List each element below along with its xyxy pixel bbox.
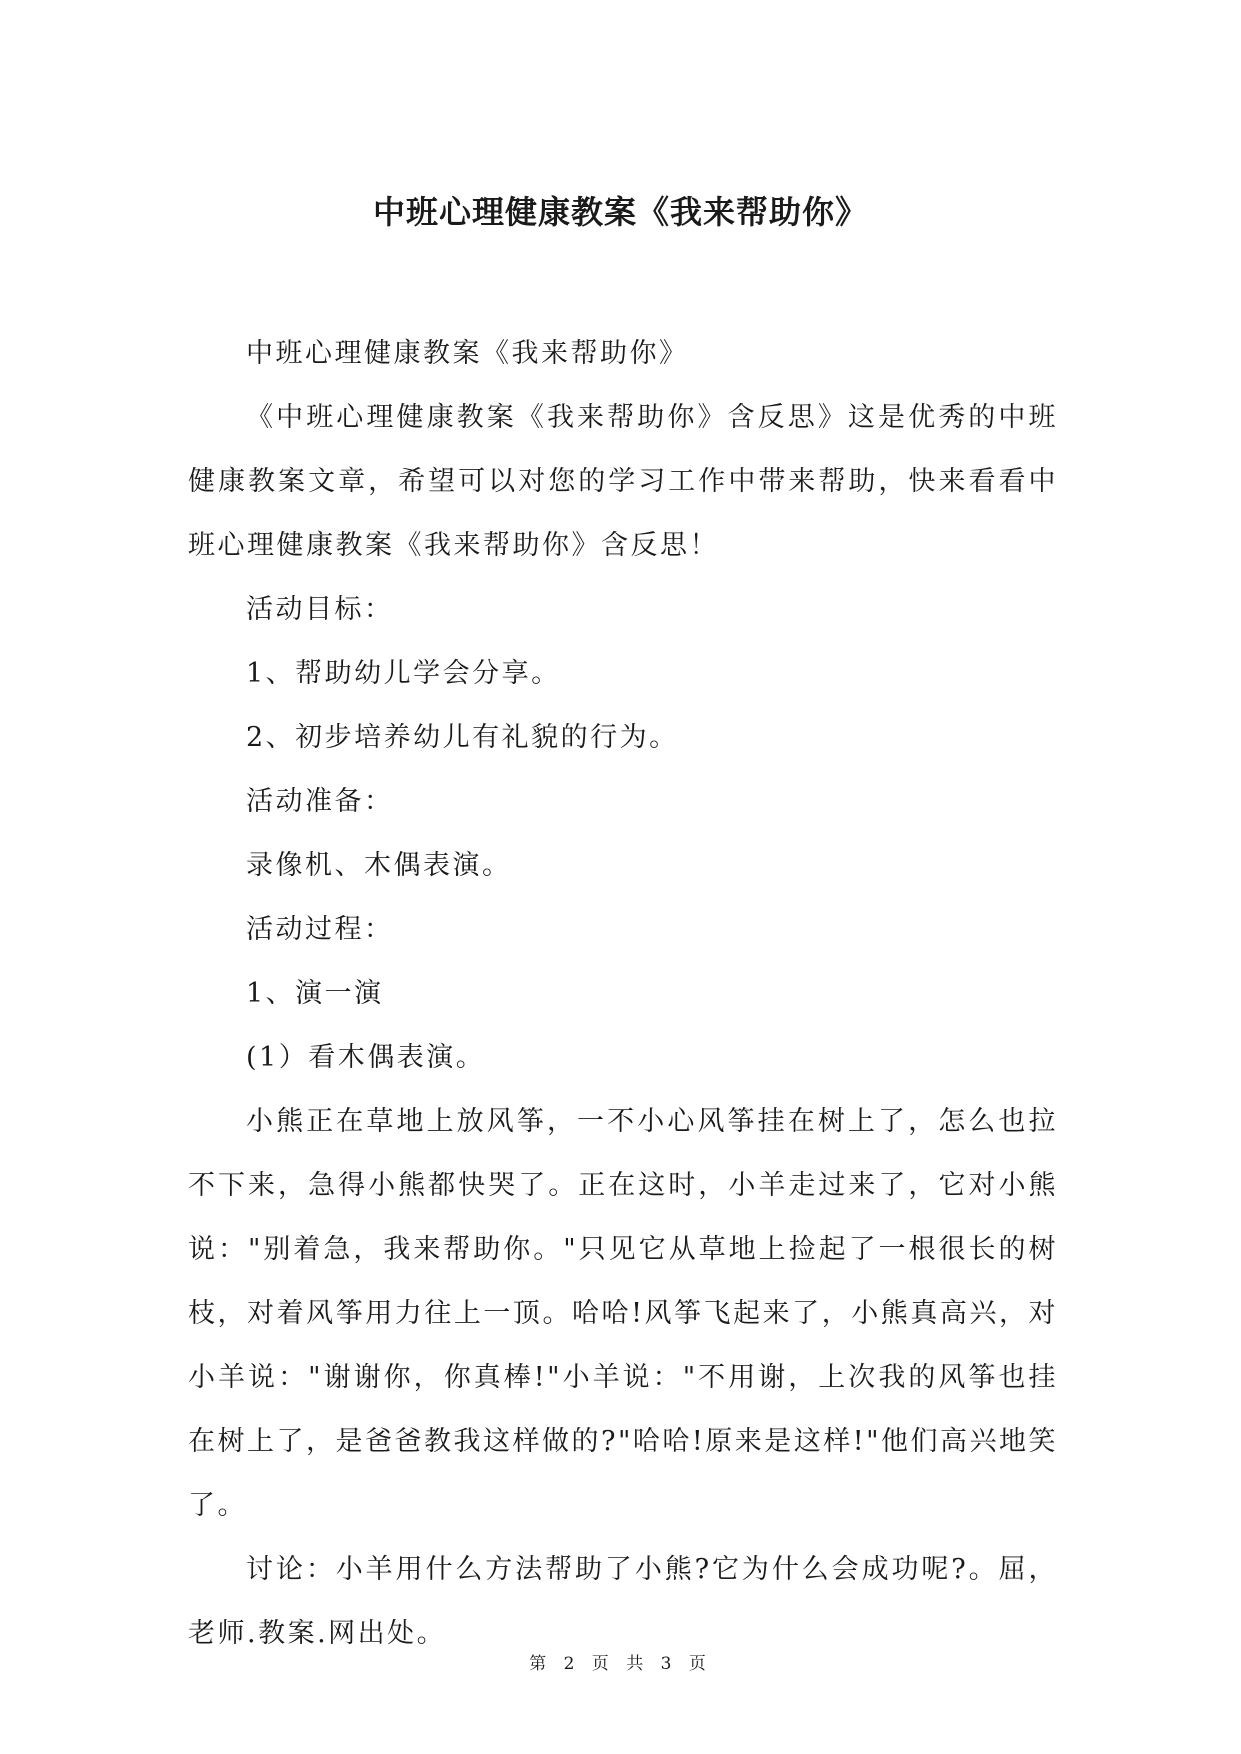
paragraph-step-1-1: (1）看木偶表演。 (246, 1042, 486, 1073)
paragraph-goals-heading: 活动目标： (246, 594, 394, 625)
paragraph-subtitle: 中班心理健康教案《我来帮助你》 (246, 338, 689, 369)
paragraph-step-1: 1、演一演 (246, 978, 384, 1009)
paragraph-preparation-heading: 活动准备： (246, 786, 394, 817)
document-body (188, 322, 1058, 1666)
paragraph-discussion: 讨论：小羊用什么方法帮助了小熊?它为什么会成功呢?。屈，老师.教案.网出处。 (188, 1554, 1058, 1649)
paragraph-process-heading: 活动过程： (246, 914, 394, 945)
paragraph-story: 小熊正在草地上放风筝，一不小心风筝挂在树上了，怎么也拉不下来，急得小熊都快哭了。正在这时，小羊走过来了，它对小熊说："别着急，我来帮助你。"只见它从草地上捡起了一根很长的树枝，对着风筝用力往上一顶。哈哈!风筝飞起来了，小熊真高兴，对小羊说："谢谢你，你真棒!"小羊说："不用谢，上次我的风筝也挂在树上了，是爸爸教我这样做的?"哈哈!原来是这样!"他们高兴地笑了。 (188, 1106, 1059, 1521)
page-footer: 第 2 页 共 3 页 (529, 1654, 712, 1674)
paragraph-preparation: 录像机、木偶表演。 (246, 850, 512, 881)
paragraph-goal-1: 1、帮助幼儿学会分享。 (246, 658, 561, 689)
paragraph-goal-2: 2、初步培养幼儿有礼貌的行为。 (246, 722, 679, 753)
document-title: 中班心理健康教案《我来帮助你》 (372, 193, 868, 231)
paragraph-intro: 《中班心理健康教案《我来帮助你》含反思》这是优秀的中班健康教案文章，希望可以对您的学习工作中带来帮助，快来看看中班心理健康教案《我来帮助你》含反思！ (188, 402, 1058, 561)
